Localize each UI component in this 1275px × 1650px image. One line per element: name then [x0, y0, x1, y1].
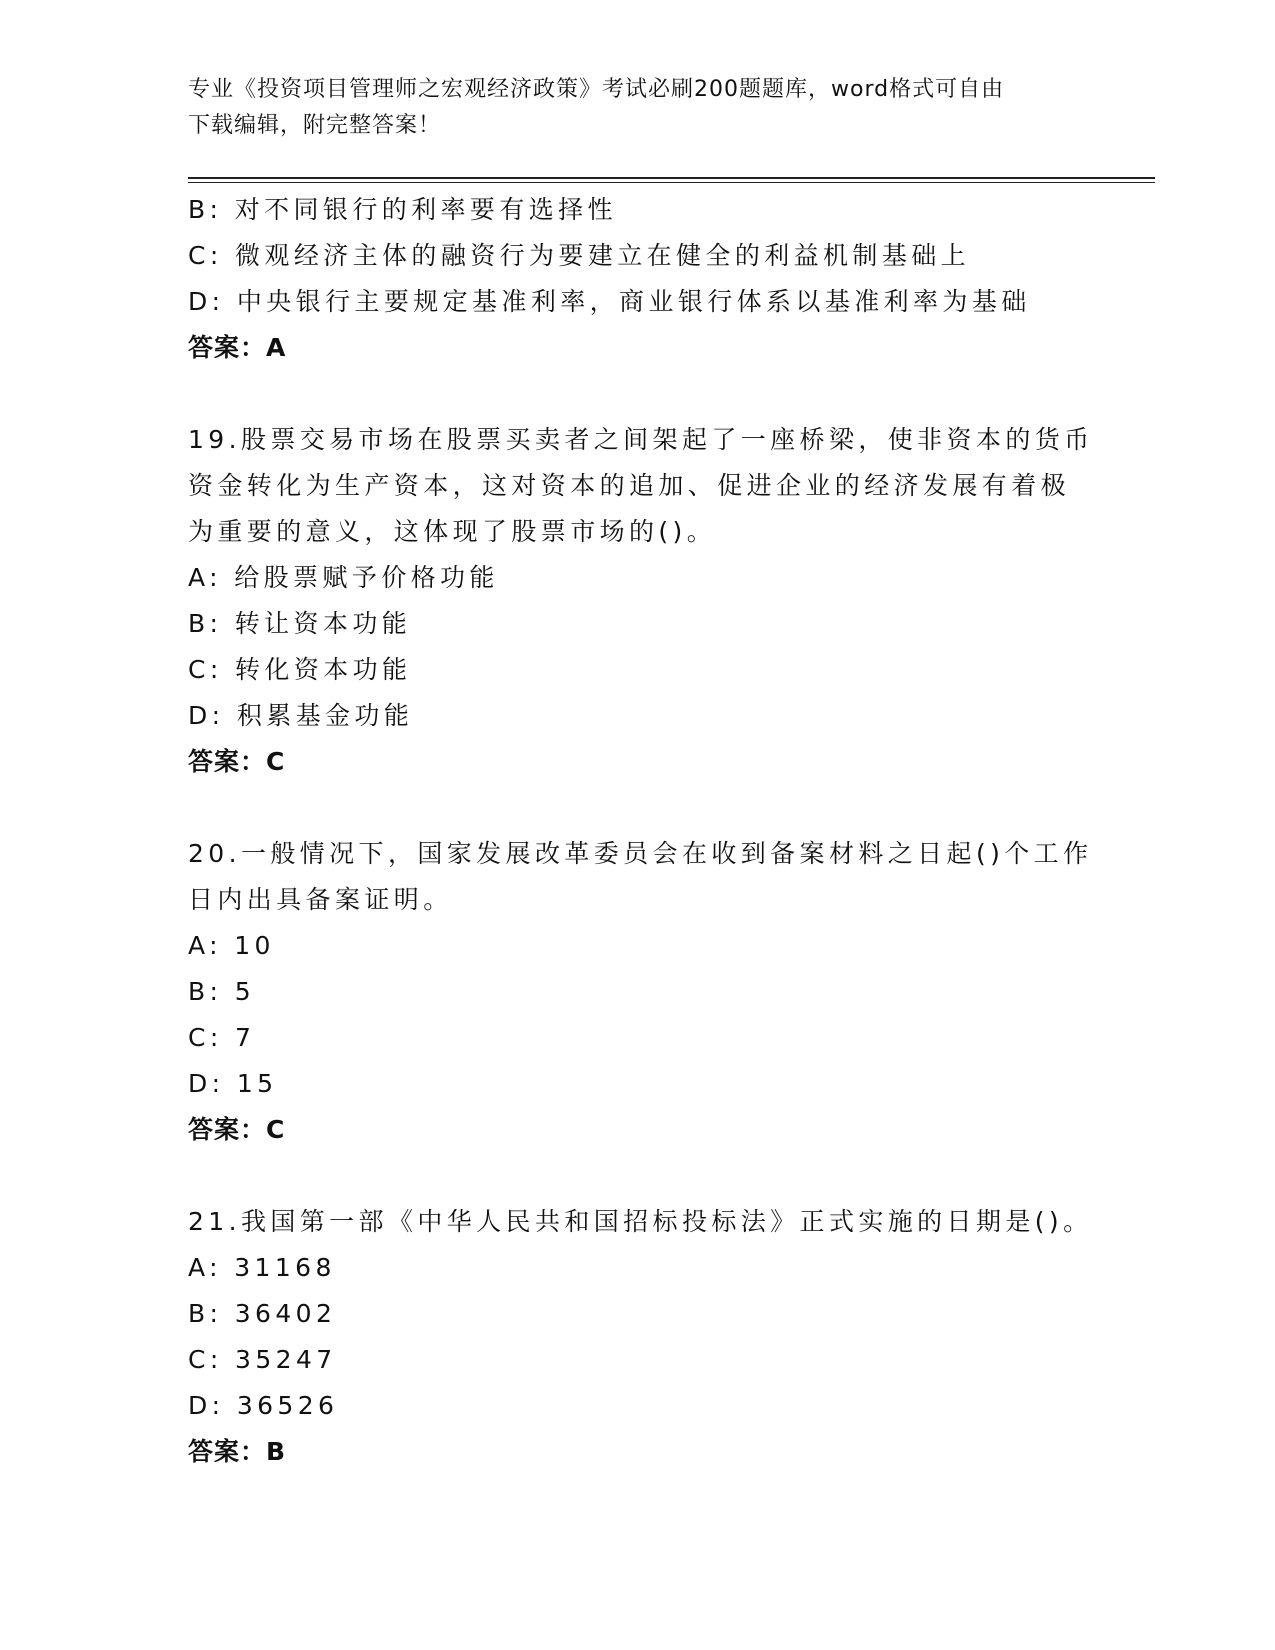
option-b: B: 转让资本功能 [188, 609, 412, 638]
question-text-line: 资金转化为生产资本，这对资本的追加、促进企业的经济发展有着极 [188, 471, 1071, 500]
header-rule-thick [188, 177, 1155, 179]
answer-line: 答案：B [188, 1437, 287, 1466]
option-a: A: 10 [188, 931, 275, 960]
question-block-20 [188, 831, 1093, 1153]
question-text-line: 21.我国第一部《中华人民共和国招标投标法》正式实施的日期是()。 [188, 1207, 1093, 1236]
question-text-line: 20.一般情况下，国家发展改革委员会在收到备案材料之日起()个工作 [188, 839, 1093, 868]
option-c: C: 微观经济主体的融资行为要建立在健全的利益机制基础上 [188, 241, 971, 270]
option-b: B: 对不同银行的利率要有选择性 [188, 195, 617, 224]
header-line-2: 下载编辑，附完整答案！ [188, 113, 442, 138]
question-text-line: 为重要的意义，这体现了股票市场的()。 [188, 517, 717, 546]
option-c: C: 35247 [188, 1345, 337, 1374]
question-block-21 [188, 1199, 1093, 1475]
header-line-1: 专业《投资项目管理师之宏观经济政策》考试必刷200题题库，word格式可自由 [188, 77, 1005, 102]
document-header [188, 72, 1088, 144]
option-c: C: 7 [188, 1023, 256, 1052]
option-d: D: 中央银行主要规定基准利率，商业银行体系以基准利率为基础 [188, 287, 1031, 316]
question-text-line: 日内出具备案证明。 [188, 885, 453, 914]
option-b: B: 36402 [188, 1299, 337, 1328]
option-c: C: 转化资本功能 [188, 655, 412, 684]
question-text-line: 19.股票交易市场在股票买卖者之间架起了一座桥梁，使非资本的货币 [188, 425, 1094, 454]
question-block-19 [188, 417, 1094, 785]
option-a: A: 给股票赋予价格功能 [188, 563, 499, 592]
document-body [188, 187, 1094, 1475]
option-d: D: 36526 [188, 1391, 339, 1420]
header-rule-thin [188, 182, 1155, 183]
option-b: B: 5 [188, 977, 256, 1006]
answer-line: 答案：A [188, 333, 287, 362]
answer-line: 答案：C [188, 747, 286, 776]
option-d: D: 积累基金功能 [188, 701, 414, 730]
option-d: D: 15 [188, 1069, 278, 1098]
option-a: A: 31168 [188, 1253, 336, 1282]
answer-line: 答案：C [188, 1115, 286, 1144]
question-block-18 [188, 187, 1088, 371]
